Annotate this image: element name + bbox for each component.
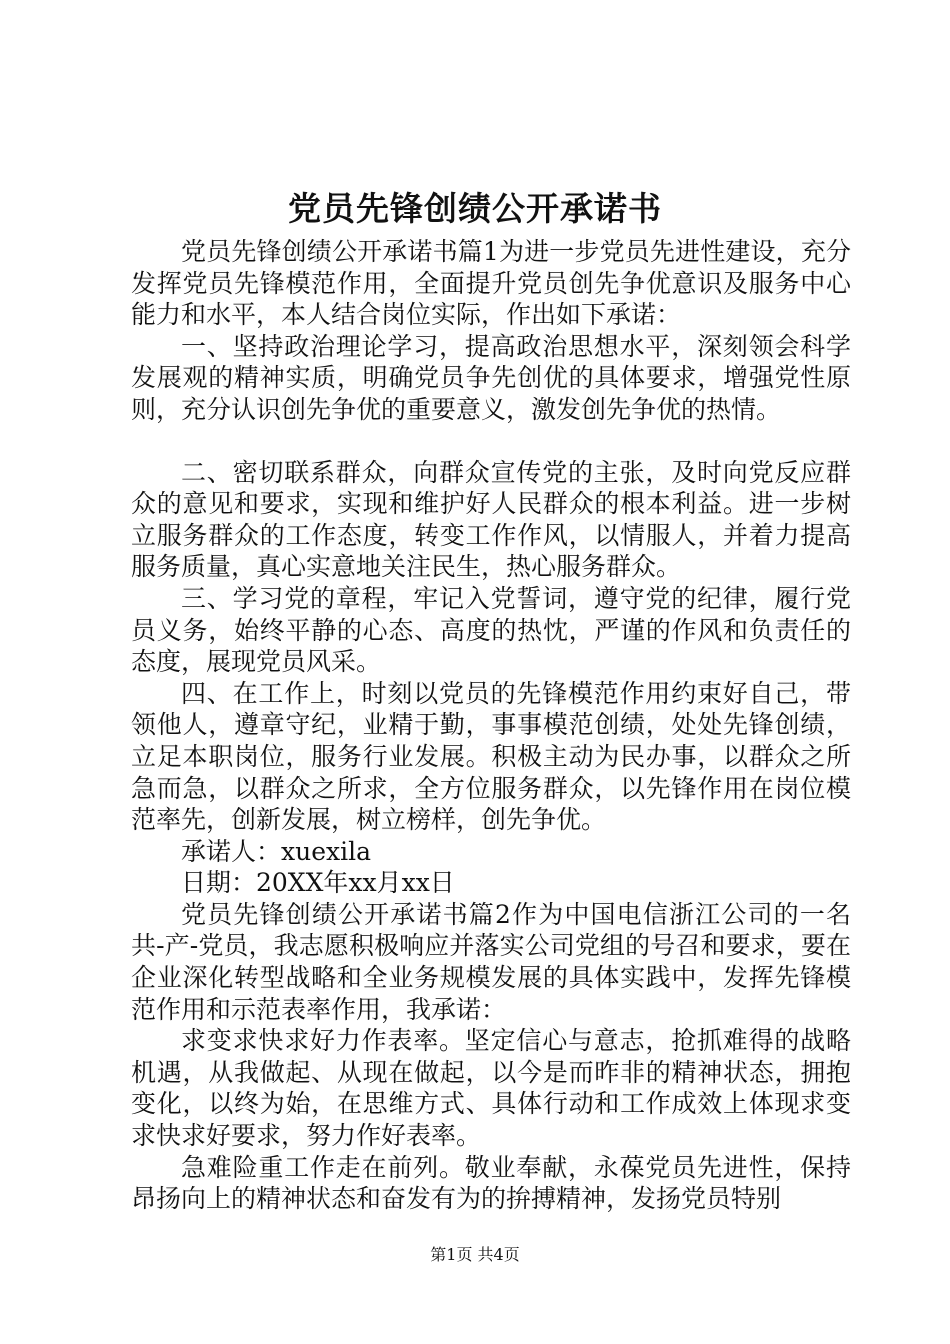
page-footer: 第1页 共4页 bbox=[430, 1245, 520, 1264]
document-title: 党员先锋创绩公开承诺书 bbox=[288, 189, 662, 228]
paragraph-intro-1: 党员先锋创绩公开承诺书篇1为进一步党员先进性建设，充分发挥党员先锋模范作用，全面提升党员创先争优意识及服务中心能力和水平，本人结合岗位实际，作出如下承诺： bbox=[131, 237, 851, 330]
paragraph-pledge-two: 二、密切联系群众，向群众宣传党的主张，及时向党反应群众的意见和要求，实现和维护好人民群众的根本利益。进一步树立服务群众的工作态度，转变工作作风，以情服人，并着力提高服务质量，真心实意地关注民生，热心服务群众。 bbox=[131, 457, 851, 582]
paragraph-pledge-four: 四、在工作上，时刻以党员的先锋模范作用约束好自己，带领他人，遵章守纪，业精于勤，事事模范创绩，处处先锋创绩，立足本职岗位，服务行业发展。积极主动为民办事，以群众之所急而急，以群众之所求，全方位服务群众，以先锋作用在岗位模范率先，创新发展，树立榜样，创先争优。 bbox=[131, 678, 851, 835]
signatory-line: 承诺人：xuexila bbox=[181, 836, 371, 866]
paragraph-exemplar: 求变求快求好力作表率。坚定信心与意志，抢抓难得的战略机遇，从我做起、从现在做起，以今是而昨非的精神状态，拥抱变化，以终为始，在思维方式、具体行动和工作成效上体现求变求快求好要求，努力作好表率。 bbox=[131, 1026, 851, 1151]
document-body bbox=[131, 236, 851, 1215]
paragraph-frontline: 急难险重工作走在前列。敬业奉献，永葆党员先进性，保持昂扬向上的精神状态和奋发有为的拚搏精神，发扬党员特别 bbox=[131, 1152, 851, 1214]
paragraph-pledge-one: 一、坚持政治理论学习，提高政治思想水平，深刻领会科学发展观的精神实质，明确党员争先创优的具体要求，增强党性原则，充分认识创先争优的重要意义，激发创先争优的热情。 bbox=[131, 331, 851, 424]
paragraph-pledge-three: 三、学习党的章程，牢记入党誓词，遵守党的纪律，履行党员义务，始终平静的心态、高度的热忱，严谨的作风和负责任的态度，展现党员风采。 bbox=[131, 583, 851, 677]
paragraph-intro-2: 党员先锋创绩公开承诺书篇2作为中国电信浙江公司的一名共-产-党员，我志愿积极响应并落实公司党组的号召和要求，要在企业深化转型战略和全业务规模发展的具体实践中，发挥先锋模范作用和示范表率作用，我承诺： bbox=[131, 899, 851, 1024]
date-line: 日期：20XX年xx月xx日 bbox=[181, 868, 455, 898]
